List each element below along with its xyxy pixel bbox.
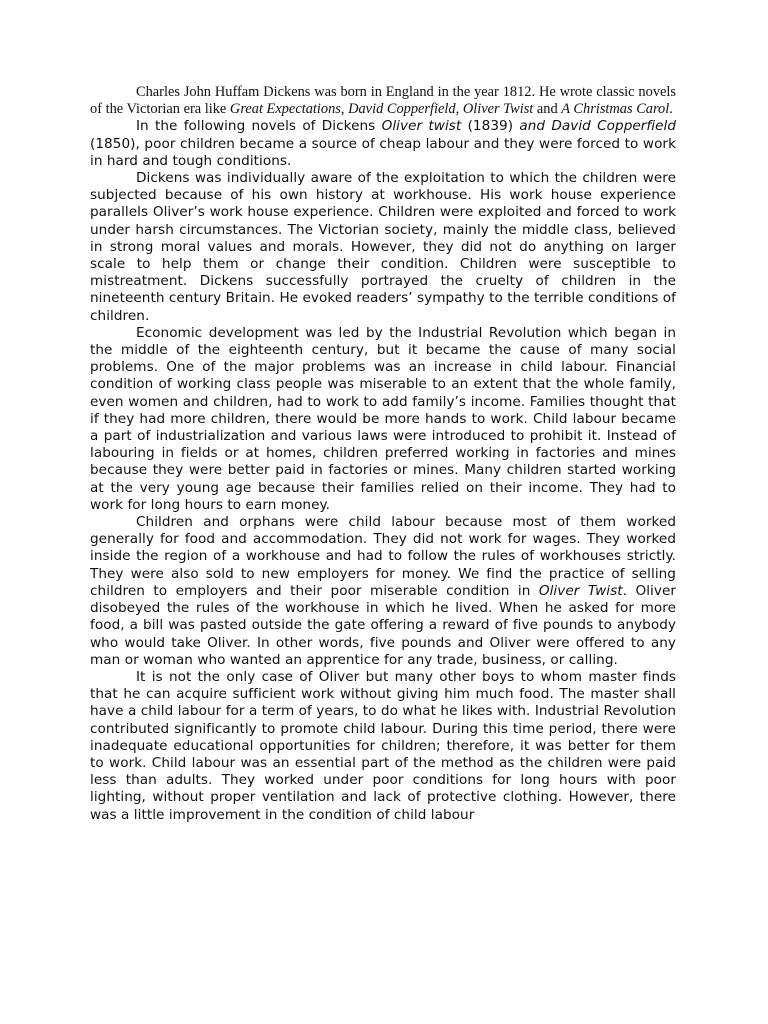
book-title: David Copperfield [348,101,456,118]
text-run: . [669,101,673,118]
text-run: (1850), poor children became a source of cheap labour and they were forced to work in hard and tough conditions. [90,135,676,169]
text-run: Children and orphans were child labour because most of them worked generally for food and accommodation. They did not work for wages. They worked inside the region of a workhouse and had to follow the rules of workhouses strictly. They were also sold to new employers for money. We find the practice of selling children to employers and their poor miserable condition in [90,514,676,599]
paragraph-2 [90,118,676,170]
text-run: (1839) [461,118,520,135]
paragraph-6: It is not the only case of Oliver but many other boys to whom master finds that he can acquire sufficient work without giving him much food. The master shall have a child labour for a term of years, to do what he likes with. Industrial Revolution contributed significantly to promote child labour. During this time period, there were inadequate educational opportunities for children; therefore, it was better for them to work. Child labour was an essential part of the method as the children were paid less than adults. They worked under poor conditions for long hours with poor lighting, without proper ventilation and lack of protective clothing. However, there was a little improvement in the condition of child labour [90,668,676,823]
text-run: , [340,101,349,118]
book-title: Oliver Twist [538,582,623,599]
paragraph-4: Economic development was led by the Industrial Revolution which began in the middle of the eighteenth century, but it became the cause of many social problems. One of the major problems was an increase in child labour. Financial condition of working class people was miserable to an extent that the whole family, even women and children, had to work to add family’s income. Families thought that if they had more children, there would be more hands to work. Child labour became a part of industrialization and various laws were introduced to prohibit it. Instead of labouring in fields or at homes, children preferred working in factories and mines because they were better paid in factories or mines. Many children started working at the very young age because their families relied on their income. They had to work for long hours to earn money. [90,324,676,513]
text-run: , [455,101,463,118]
paragraph-3: Dickens was individually aware of the exploitation to which the children were subjected because of his own history at workhouse. His work house experience parallels Oliver’s work house experience. Children were exploited and forced to work under harsh circumstances. The Victorian society, mainly the middle class, believed in strong moral values and morals. However, they did not do anything on larger scale to help them or change their condition. Children were susceptible to mistreatment. Dickens successfully portrayed the cruelty of children in the nineteenth century Britain. He evoked readers’ sympathy to the terrible conditions of children. [90,170,677,324]
book-title: Oliver twist [381,118,462,135]
book-title: and David Copperfield [519,118,677,135]
book-title: A Christmas Carol [561,101,670,118]
book-title: Oliver Twist [462,101,534,118]
paragraph-1 [90,84,676,118]
text-run: In the following novels of Dickens [136,118,382,135]
paragraph-5 [90,514,676,669]
text-run: . Oliver disobeyed the rules of the workhouse in which he lived. When he asked for more food, a bill was pasted outside the gate offering a reward of five pounds to anybody who would take Oliver. In other words, five pounds and Oliver were offered to any man or woman who wanted an apprentice for any trade, business, or calling. [90,582,676,668]
book-title: Great Expectations [229,101,341,118]
document-body [90,84,677,823]
text-run: Charles John Huffam Dickens was born in England in the year 1812. He wrote classic novels of the Victorian era like [90,84,676,118]
text-run: and [533,101,562,118]
